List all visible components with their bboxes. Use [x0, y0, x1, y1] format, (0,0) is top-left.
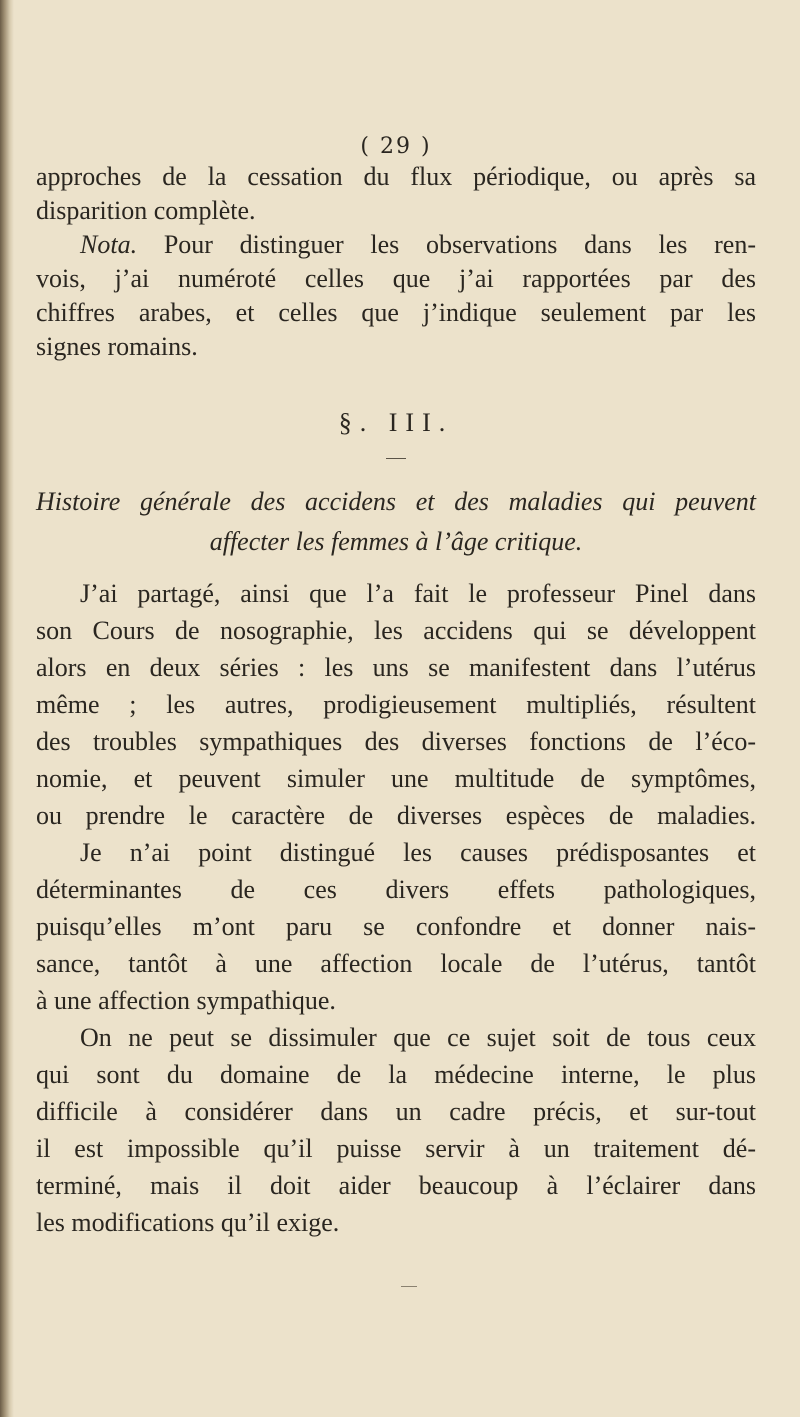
text-line: déterminantes de ces divers effets pathologiques,	[36, 875, 756, 904]
section-heading: §. III.	[338, 408, 454, 437]
nota-label: Nota.	[80, 230, 138, 259]
text-line: vois, j’ai numéroté celles que j’ai rapportées par des	[36, 264, 756, 293]
footer-mark	[401, 1286, 417, 1287]
text-line: terminé, mais il doit aider beaucoup à l’éclairer dans	[36, 1171, 756, 1200]
text-line: nomie, et peuvent simuler une multitude de symptômes,	[36, 764, 756, 793]
book-page	[36, 0, 756, 1417]
text-line: difficile à considérer dans un cadre précis, et sur-tout	[36, 1097, 756, 1126]
page-binding-edge	[0, 0, 14, 1417]
text-line: disparition complète.	[36, 196, 256, 225]
section-title-line: Histoire générale des accidens et des maladies qui peuvent	[36, 487, 756, 516]
text-line: son Cours de nosographie, les accidens qui se développent	[36, 616, 756, 645]
section-title	[36, 482, 756, 562]
text-line: il est impossible qu’il puisse servir à un traitement dé-	[36, 1134, 756, 1163]
text-line: alors en deux séries : les uns se manifestent dans l’utérus	[36, 653, 756, 682]
text-line: ou prendre le caractère de diverses espèces de maladies.	[36, 801, 756, 830]
text-line: J’ai partagé, ainsi que l’a fait le professeur Pinel dans	[80, 579, 756, 608]
text-line: puisqu’elles m’ont paru se confondre et donner nais-	[36, 912, 756, 941]
text-line: qui sont du domaine de la médecine interne, le plus	[36, 1060, 756, 1089]
text-line: Je n’ai point distingué les causes prédisposantes et	[80, 838, 756, 867]
section-title-line: affecter les femmes à l’âge critique.	[209, 527, 583, 556]
section-divider	[386, 458, 406, 459]
text-line: des troubles sympathiques des diverses fonctions de l’éco-	[36, 727, 756, 756]
text-line: approches de la cessation du flux périodique, ou après sa	[36, 162, 756, 191]
text-line: à une affection sympathique.	[36, 986, 336, 1015]
nota-line	[36, 228, 756, 262]
text-line: On ne peut se dissimuler que ce sujet soit de tous ceux	[80, 1023, 756, 1052]
text-line: Pour distinguer les observations dans les ren-	[163, 230, 756, 259]
text-line: même ; les autres, prodigieusement multipliés, résultent	[36, 690, 756, 719]
text-line: chiffres arabes, et celles que j’indique seulement par les	[36, 298, 756, 327]
body-text	[36, 575, 756, 1241]
text-line: signes romains.	[36, 332, 198, 361]
page-number: ( 29 )	[360, 134, 432, 159]
text-line: les modifications qu’il exige.	[36, 1208, 340, 1237]
opening-paragraph	[36, 160, 756, 364]
text-line: sance, tantôt à une affection locale de l’utérus, tantôt	[36, 949, 756, 978]
